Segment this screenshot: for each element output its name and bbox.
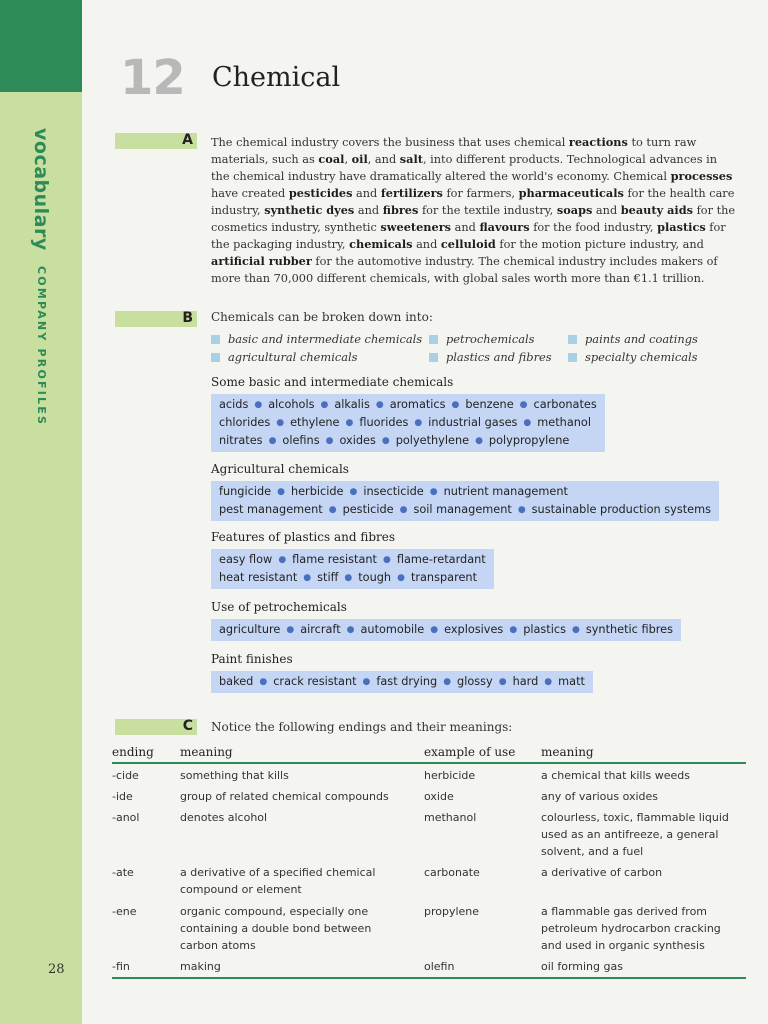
term: alkalis — [334, 398, 370, 411]
category-item: agricultural chemicals — [211, 350, 358, 364]
table-cell-example-meaning: a chemical that kills weeds — [541, 769, 690, 782]
bullet-icon: ● — [498, 677, 507, 687]
term: polypropylene — [488, 434, 570, 447]
group-title: Paint finishes — [211, 652, 293, 666]
table-cell-meaning: organic compound, especially one containing a double bond between carbon atoms — [180, 905, 372, 952]
term: sustainable production systems — [531, 503, 712, 516]
term-row — [219, 501, 711, 519]
term: herbicide — [290, 485, 344, 498]
table-cell-ending: -ene — [112, 905, 137, 918]
section-c-letter: C — [182, 718, 193, 734]
term: pest management — [219, 503, 323, 516]
bullet-icon: ● — [325, 436, 334, 446]
unit-number: 12 — [120, 50, 185, 106]
section-c-intro: Notice the following endings and their meanings: — [211, 720, 513, 734]
term-row — [219, 551, 486, 569]
bullet-icon: ● — [519, 400, 528, 410]
term-box — [211, 619, 681, 641]
term-box — [211, 549, 494, 589]
table-cell-example: methanol — [424, 811, 477, 824]
term: stiff — [317, 571, 339, 584]
bullet-icon: ● — [268, 436, 277, 446]
term: agriculture — [219, 623, 281, 636]
term: easy flow — [219, 553, 273, 566]
category-item: specialty chemicals — [568, 350, 698, 364]
term: polyethylene — [395, 434, 470, 447]
bullet-icon: ● — [375, 400, 384, 410]
term: insecticide — [363, 485, 424, 498]
group-title: Use of petrochemicals — [211, 600, 347, 614]
table-header-rule — [112, 762, 746, 764]
bullet-icon: ● — [278, 555, 287, 565]
bullet-icon: ● — [320, 400, 329, 410]
category-item: plastics and fibres — [429, 350, 552, 364]
term: matt — [558, 675, 585, 688]
bullet-icon: ● — [451, 400, 460, 410]
table-cell-ending: -ide — [112, 790, 133, 803]
unit-title: Chemical — [212, 62, 341, 93]
section-a-letter: A — [182, 132, 193, 148]
bullet-icon: ● — [382, 555, 391, 565]
section-b-intro: Chemicals can be broken down into: — [211, 310, 433, 324]
term: carbonates — [533, 398, 597, 411]
term: baked — [219, 675, 254, 688]
term: flame resistant — [292, 553, 377, 566]
term: plastics — [523, 623, 566, 636]
category-item: basic and intermediate chemicals — [211, 332, 422, 346]
term: aromatics — [389, 398, 446, 411]
term: automobile — [360, 623, 425, 636]
term: glossy — [457, 675, 493, 688]
table-cell-example: olefin — [424, 960, 455, 973]
term: benzene — [465, 398, 514, 411]
term: transparent — [410, 571, 478, 584]
bullet-icon: ● — [362, 677, 371, 687]
term: methanol — [537, 416, 591, 429]
term-box — [211, 671, 593, 693]
term-row — [219, 483, 711, 501]
bullet-icon: ● — [399, 505, 408, 515]
bullet-icon: ● — [571, 625, 580, 635]
term: fast drying — [376, 675, 438, 688]
header-meaning: meaning — [180, 745, 233, 759]
section-c-marker — [115, 719, 197, 735]
header-ending: ending — [112, 745, 154, 759]
table-cell-meaning: group of related chemical compounds — [180, 790, 389, 803]
bullet-icon: ● — [414, 418, 423, 428]
term: aircraft — [300, 623, 341, 636]
group-title: Features of plastics and fibres — [211, 530, 396, 544]
table-cell-ending: -fin — [112, 960, 130, 973]
term: pesticide — [342, 503, 394, 516]
section-b-letter: B — [182, 310, 193, 326]
bullet-icon: ● — [277, 487, 285, 497]
bullet-icon: ● — [254, 400, 263, 410]
bullet-icon: ● — [517, 505, 526, 515]
term-row — [219, 569, 486, 587]
table-cell-meaning: a derivative of a specified chemical compound or element — [180, 866, 376, 896]
bullet-icon: ● — [443, 677, 452, 687]
table-bottom-rule — [112, 977, 746, 979]
term: fluorides — [359, 416, 409, 429]
table-cell-example-meaning: colourless, toxic, flammable liquid used as an antifreeze, a general solvent, and a fuel — [541, 811, 729, 858]
term: hard — [512, 675, 539, 688]
bullet-icon: ● — [523, 418, 532, 428]
term-row — [219, 621, 673, 639]
table-cell-example-meaning: a flammable gas derived from petroleum hydrocarbon cracking and used in organic synthesis — [541, 905, 721, 952]
term: soil management — [413, 503, 512, 516]
sidebar-vocabulary: vocabulary — [30, 128, 52, 251]
term: nutrient management — [443, 485, 568, 498]
sidebar-header-block — [0, 0, 82, 92]
term-box — [211, 481, 719, 521]
table-cell-example-meaning: any of various oxides — [541, 790, 659, 803]
term: tough — [358, 571, 392, 584]
section-a-marker — [115, 133, 197, 149]
table-cell-example: propylene — [424, 905, 480, 918]
term: acids — [219, 398, 249, 411]
category-item: petrochemicals — [429, 332, 534, 346]
bullet-icon: ● — [344, 573, 353, 583]
sidebar-section: COMPANY PROFILES — [35, 265, 48, 426]
term: explosives — [444, 623, 504, 636]
term: industrial gases — [428, 416, 518, 429]
bullet-icon: ● — [429, 487, 438, 497]
bullet-icon: ● — [345, 418, 354, 428]
bullet-icon: ● — [303, 573, 312, 583]
bullet-icon: ● — [544, 677, 553, 687]
table-cell-example: carbonate — [424, 866, 480, 879]
table-cell-example: herbicide — [424, 769, 476, 782]
term: ethylene — [290, 416, 340, 429]
bullet-icon: ● — [346, 625, 355, 635]
term-row — [219, 396, 597, 414]
bullet-icon: ● — [397, 573, 405, 583]
table-cell-ending: -anol — [112, 811, 140, 824]
bullet-icon: ● — [276, 418, 285, 428]
table-cell-example: oxide — [424, 790, 454, 803]
term-row — [219, 414, 597, 432]
bullet-icon: ● — [328, 505, 337, 515]
bullet-icon: ● — [349, 487, 358, 497]
bullet-icon: ● — [286, 625, 295, 635]
table-cell-ending: -cide — [112, 769, 139, 782]
bullet-icon: ● — [381, 436, 390, 446]
term: nitrates — [219, 434, 263, 447]
header-example-meaning: meaning — [541, 745, 594, 759]
table-cell-example-meaning: oil forming gas — [541, 960, 623, 973]
table-cell-meaning: denotes alcohol — [180, 811, 268, 824]
term: olefins — [282, 434, 320, 447]
table-cell-example-meaning: a derivative of carbon — [541, 866, 663, 879]
section-a-paragraph: The chemical industry covers the business that uses chemical reactions to turn raw materials, such as coal, oil, and salt, into different products. Technological advances in the chemical industry have dramatically altered the world's economy. Chemical processes have created pesticides and fertilizers for farmers, pharmaceuticals for the health care industry, synthetic dyes and fibres for the textile industry, soaps and beauty aids for the cosmetics industry, synthetic sweeteners and flavours for the food industry, plastics for the packaging industry, chemicals and celluloid for the motion picture industry, and artificial rubber for the automotive industry. The chemical industry includes makers of more than 70,000 different chemicals, with global sales worth more than €1.1 trillion. — [211, 135, 736, 285]
page-number: 28 — [48, 962, 65, 977]
bullet-icon: ● — [259, 677, 268, 687]
term: synthetic fibres — [585, 623, 674, 636]
section-b-marker — [115, 311, 197, 327]
term: oxides — [339, 434, 376, 447]
header-example: example of use — [424, 745, 516, 759]
term-box — [211, 394, 605, 452]
sidebar-label — [30, 128, 52, 426]
term-row — [219, 432, 597, 450]
term: chlorides — [219, 416, 271, 429]
term: fungicide — [219, 485, 272, 498]
bullet-icon: ● — [430, 625, 439, 635]
term: flame-retardant — [396, 553, 486, 566]
term: crack resistant — [273, 675, 357, 688]
table-cell-meaning: something that kills — [180, 769, 289, 782]
group-title: Agricultural chemicals — [211, 462, 349, 476]
table-cell-ending: -ate — [112, 866, 134, 879]
table-cell-meaning: making — [180, 960, 221, 973]
term: alcohols — [268, 398, 315, 411]
category-item: paints and coatings — [568, 332, 698, 346]
bullet-icon: ● — [509, 625, 518, 635]
term: heat resistant — [219, 571, 298, 584]
bullet-icon: ● — [475, 436, 483, 446]
group-title: Some basic and intermediate chemicals — [211, 375, 454, 389]
term-row — [219, 673, 585, 691]
